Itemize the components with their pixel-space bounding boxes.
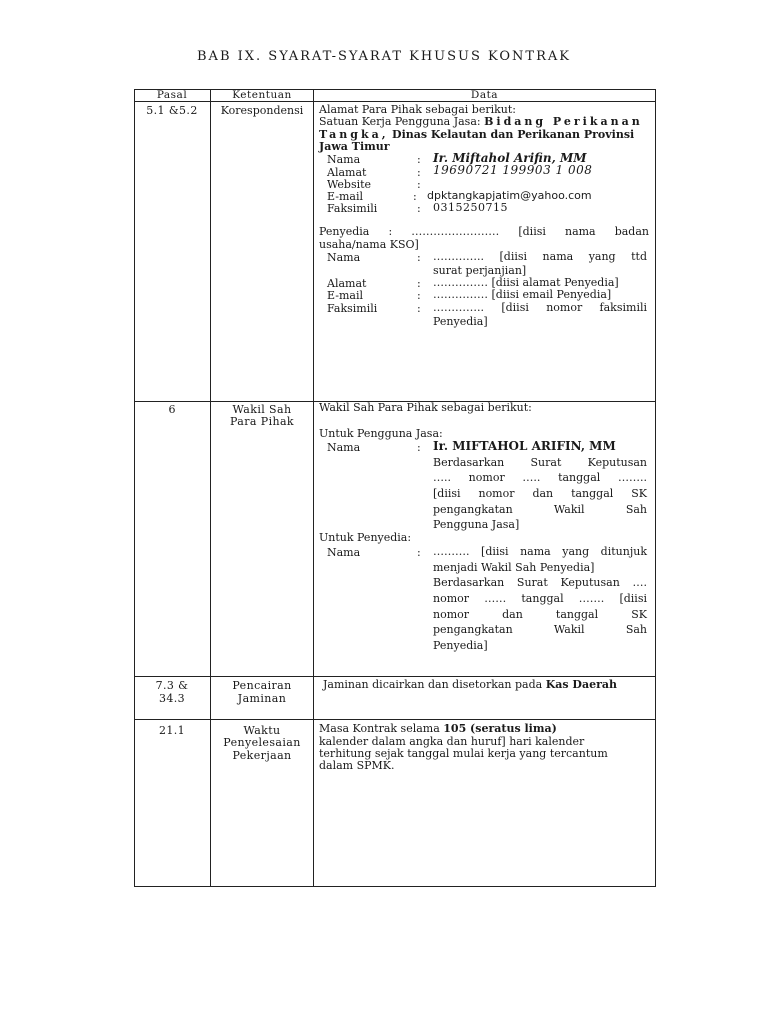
r4-ketentuan-3: Pekerjaan (232, 749, 292, 762)
r1-p-fax-label: Faksimili (327, 302, 378, 315)
r2-py-line1: ………. [diisi nama yang ditunjuk (433, 545, 647, 558)
column-divider (210, 89, 211, 887)
r2-pg-line4: pengangkatan Wakil Sah (433, 503, 647, 516)
header-ketentuan: Ketentuan (232, 89, 292, 101)
r1-p-nama-value2: surat perjanjian] (433, 264, 527, 277)
colon: : (417, 302, 421, 315)
colon: : (417, 178, 421, 191)
r1-fax-value: 0315250715 (433, 201, 508, 214)
r1-p-fax-value1: ………….. [diisi nomor faksimili (433, 301, 647, 314)
r1-penyedia-line2: usaha/nama KSO] (319, 238, 419, 251)
r2-pengguna-label: Untuk Pengguna Jasa: (319, 427, 443, 440)
r1-email-label: E-mail (327, 190, 363, 203)
r4-line3: terhitung sejak tanggal mulai kerja yang tercantum (319, 747, 608, 760)
r3-text (323, 679, 653, 692)
r1-website-label: Website (327, 178, 372, 191)
r1-p-fax-value2: Penyedia] (433, 315, 488, 328)
table-border-bottom (134, 886, 656, 887)
r3-ketentuan-1: Pencairan (232, 679, 292, 692)
r4-line1 (319, 723, 649, 736)
r2-p-nama-label: Nama (327, 546, 361, 559)
r2-py-line6: pengangkatan Wakil Sah (433, 623, 647, 636)
row-divider (134, 676, 656, 677)
r1-p-nama-value1: ………….. [diisi nama yang ttd (433, 250, 647, 263)
r3-text-a: Jaminan dicairkan dan disetorkan pada (323, 678, 546, 691)
row-divider (134, 719, 656, 720)
r2-nama-label: Nama (327, 441, 361, 454)
r2-py-line7: Penyedia] (433, 639, 488, 652)
r2-pg-line3: [diisi nomor dan tanggal SK (433, 487, 647, 500)
table-border-right (655, 89, 656, 887)
r4-ketentuan-1: Waktu (243, 724, 281, 737)
r1-alamat-label: Alamat (327, 166, 367, 179)
header-pasal: Pasal (156, 89, 188, 101)
r1-p-alamat-label: Alamat (327, 277, 367, 290)
r1-line2 (319, 116, 649, 129)
r4-line1-b: 105 (seratus lima) (443, 722, 557, 735)
column-divider (313, 89, 314, 887)
r2-ketentuan-2: Para Pihak (229, 415, 294, 428)
r1-email-value: dpktangkapjatim@yahoo.com (427, 189, 592, 202)
r2-pg-line1: Berdasarkan Surat Keputusan (433, 456, 647, 469)
r4-pasal: 21.1 (158, 724, 186, 737)
r4-line2: kalender dalam angka dan huruf] hari kalender (319, 735, 585, 748)
colon: : (417, 546, 421, 559)
r2-pasal: 6 (168, 403, 176, 416)
document-title: BAB IX. SYARAT-SYARAT KHUSUS KONTRAK (197, 49, 571, 64)
r3-text-b: Kas Daerah (545, 678, 617, 691)
colon: : (413, 190, 417, 203)
contract-table (134, 89, 656, 887)
colon: : (417, 289, 421, 302)
r2-py-line3: Berdasarkan Surat Keputusan …. (433, 576, 647, 589)
r2-pg-line5: Pengguna Jasa] (433, 518, 520, 531)
r1-p-nama-label: Nama (327, 251, 361, 264)
r1-line3-a: Tangka, (319, 128, 389, 141)
r1-p-alamat-value: …………… [diisi alamat Penyedia] (433, 276, 619, 289)
r1-line4: Jawa Timur (319, 140, 390, 153)
r2-nama-value: Ir. MIFTAHOL ARIFIN, MM (433, 439, 616, 453)
r1-alamat-value: 19690721 199903 1 008 (433, 163, 593, 177)
r2-py-line4: nomor …… tanggal ……. [diisi (433, 592, 647, 605)
r1-fax-label: Faksimili (327, 202, 378, 215)
r2-ketentuan-1: Wakil Sah (232, 403, 292, 416)
r1-pasal: 5.1 &5.2 (146, 104, 198, 117)
r1-penyedia-line1: Penyedia : …………………… [diisi nama badan (319, 225, 649, 238)
r4-line1-a: Masa Kontrak selama (319, 722, 444, 735)
r1-p-email-label: E-mail (327, 289, 363, 302)
colon: : (417, 202, 421, 215)
header-data: Data (470, 89, 499, 101)
r3-pasal-1: 7.3 & (155, 679, 189, 692)
r1-line2-b: Bidang Perikanan (484, 115, 643, 128)
colon: : (417, 251, 421, 264)
r3-ketentuan-2: Jaminan (237, 692, 287, 705)
colon: : (417, 277, 421, 290)
r1-line2-a: Satuan Kerja Pengguna Jasa: (319, 115, 481, 128)
colon: : (417, 441, 421, 454)
r1-ketentuan: Korespondensi (220, 104, 304, 117)
r1-line1: Alamat Para Pihak sebagai berikut: (319, 103, 517, 116)
r4-ketentuan-2: Penyelesaian (223, 736, 301, 749)
r1-nama-label: Nama (327, 153, 361, 166)
colon: : (417, 153, 421, 166)
r1-nama-value: Ir. Miftahol Arifin, MM (433, 151, 587, 165)
table-border-left (134, 89, 135, 887)
r1-line3-b: Dinas Kelautan dan Perikanan Provinsi (392, 128, 635, 141)
r2-line1: Wakil Sah Para Pihak sebagai berikut: (319, 401, 532, 414)
r4-line4: dalam SPMK. (319, 759, 395, 772)
r2-pg-line2: ….. nomor ….. tanggal …….. (433, 471, 647, 484)
r2-penyedia-label: Untuk Penyedia: (319, 531, 412, 544)
colon: : (417, 166, 421, 179)
r2-py-line5: nomor dan tanggal SK (433, 608, 647, 621)
r3-pasal-2: 34.3 (158, 692, 186, 705)
r1-p-email-value: …………… [diisi email Penyedia] (433, 288, 612, 301)
r2-py-line2: menjadi Wakil Sah Penyedia] (433, 561, 595, 574)
